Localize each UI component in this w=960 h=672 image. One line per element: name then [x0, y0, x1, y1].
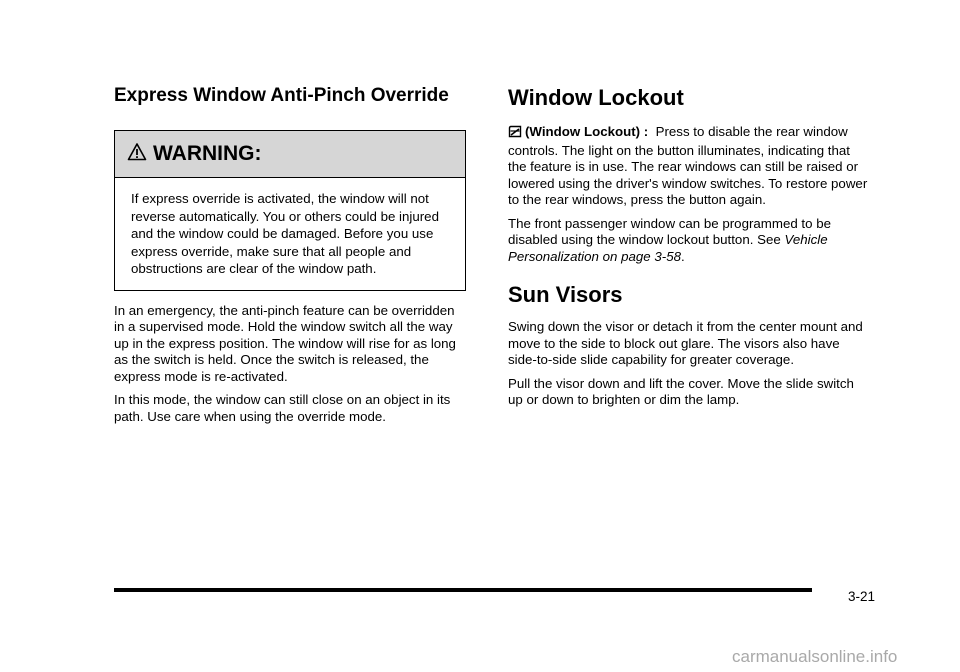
warning-box	[114, 130, 466, 291]
warning-title: WARNING:	[153, 142, 262, 165]
warning-header	[115, 131, 465, 178]
left-column	[114, 84, 466, 425]
paragraph-override-caution: In this mode, the window can still close on an object in its path. Use care when using the override mode.	[114, 392, 451, 424]
paragraph-visor-lamp: Pull the visor down and lift the cover. Move the slide switch up or down to brighten or dim the lamp.	[508, 375, 854, 407]
warning-triangle-icon	[127, 142, 147, 167]
section-heading-sun-visors: Sun Visors	[508, 282, 623, 307]
paragraph-visor-swing: Swing down the visor or detach it from the center mount and move to the side to block out glare. The visors also have side-to-side slide capability for greater coverage.	[508, 319, 863, 367]
warning-body	[115, 178, 465, 290]
footer-rule	[114, 588, 812, 592]
paragraph-window-lockout	[508, 124, 872, 209]
paragraph-front-passenger-lockout: The front passenger window can be programmed to be disabled using the window lockout button. See Vehicle Personalization on page 3-58.	[508, 215, 832, 264]
section-heading-window-lockout: Window Lockout	[508, 85, 684, 110]
watermark: carmanualsonline.info	[732, 647, 898, 666]
page-number: 3-21	[848, 589, 876, 604]
paragraph-anti-pinch-emergency: In an emergency, the anti-pinch feature can be overridden in a supervised mode. Hold the window switch all the way up in the express position. The window will rise for as long as the switch is held. Once the switch is released, the express mode is re-activated.	[114, 302, 456, 384]
lockout-term: (Window Lockout) :	[525, 124, 649, 139]
section-heading-express-override: Express Window Anti-Pinch Override	[114, 85, 449, 106]
window-lockout-icon	[508, 125, 522, 143]
right-column	[508, 84, 872, 409]
lockout-text: Press to disable the rear window controls. The light on the button illuminates, indicating that the feature is in use. The rear windows can still be raised or lowered using the driver's window switches. To restore power to the rear windows, press the button again.	[508, 124, 868, 207]
warning-text: If express override is activated, the window will not reverse automatically. You or others could be injured and the window could be damaged. Before you use express override, make sure that all people and obstructions are clear of the window path.	[131, 191, 439, 276]
cross-reference-vehicle-personalization: Vehicle Personalization on page 3-58	[508, 232, 828, 264]
